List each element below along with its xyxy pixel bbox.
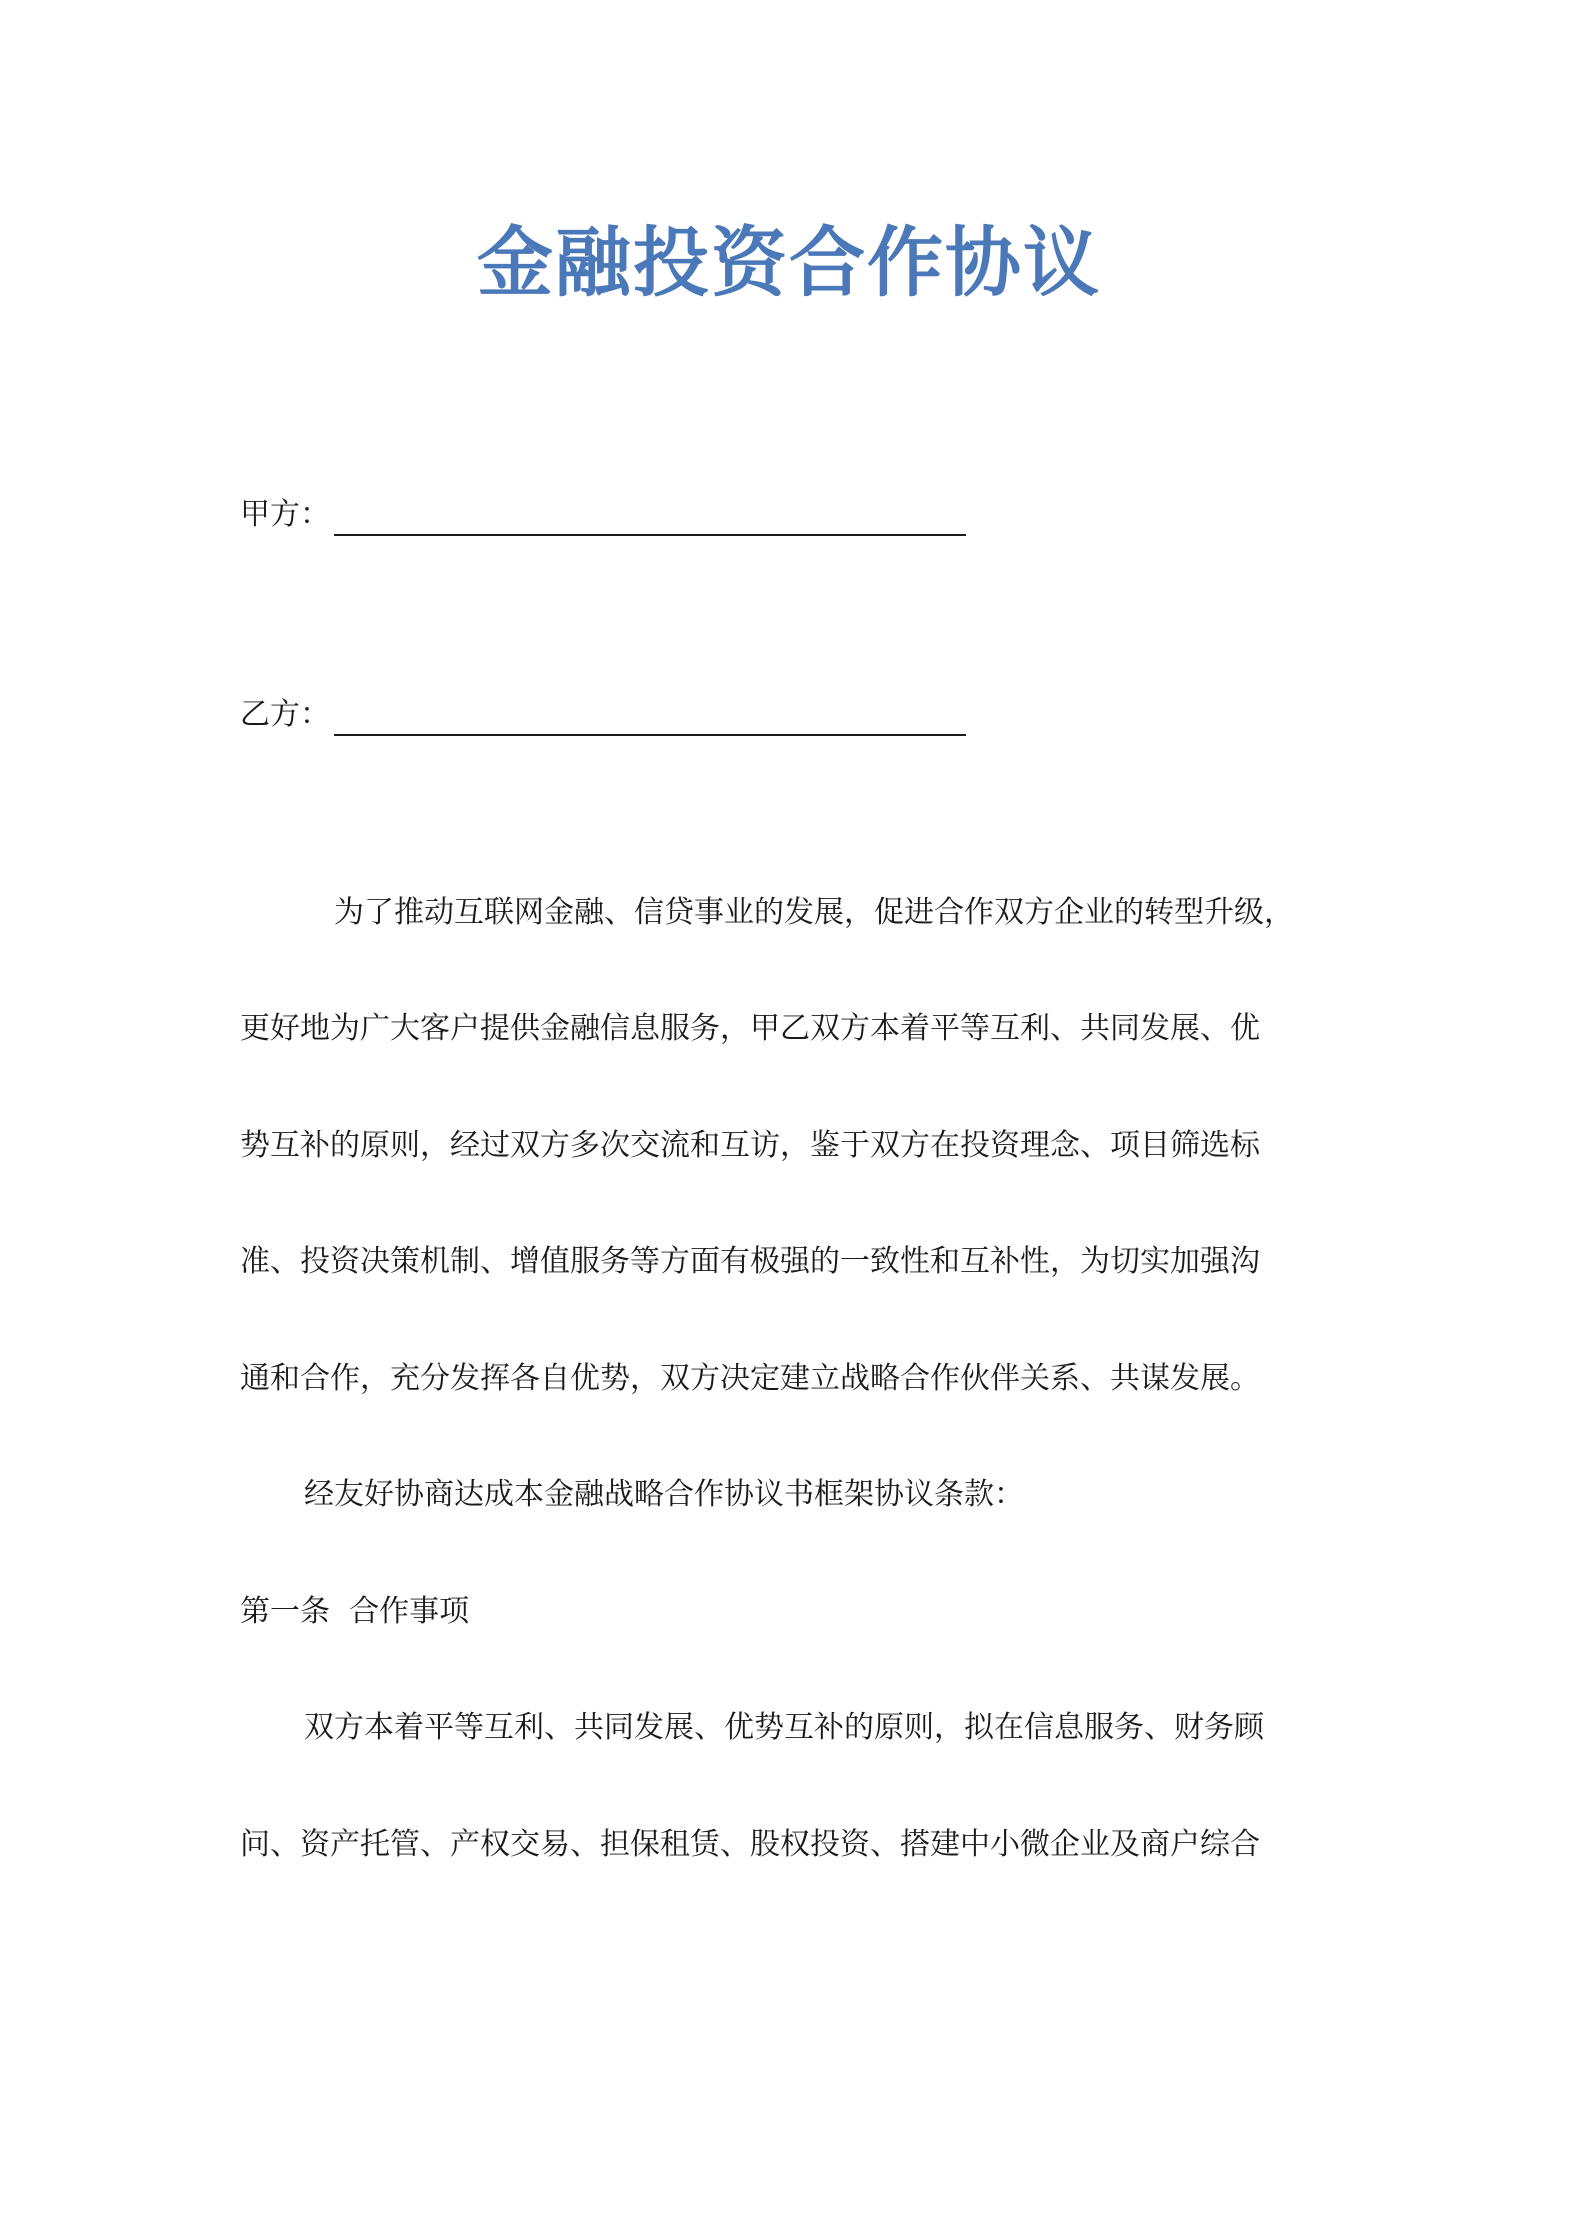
- party-a-field: [240, 497, 966, 532]
- paragraph-line: 通和合作，充分发挥各自优势，双方决定建立战略合作伙伴关系、共谋发展。: [240, 1361, 1260, 1396]
- paragraph-line: 问、资产托管、产权交易、担保租赁、股权投资、搭建中小微企业及商户综合: [240, 1827, 1260, 1862]
- article-heading: 第一条 合作事项: [240, 1594, 470, 1629]
- paragraph-line: 为了推动互联网金融、信贷事业的发展，促进合作双方企业的转型升级，: [334, 895, 1294, 930]
- paragraph-line: 势互补的原则，经过双方多次交流和互访，鉴于双方在投资理念、项目筛选标: [240, 1128, 1260, 1163]
- party-a-label: 甲方：: [240, 497, 330, 532]
- document-title: 金融投资合作协议: [477, 218, 1101, 307]
- paragraph-intro: 经友好协商达成本金融战略合作协议书框架协议条款：: [304, 1477, 1024, 1512]
- paragraph-line: 更好地为广大客户提供金融信息服务，甲乙双方本着平等互利、共同发展、优: [240, 1011, 1260, 1046]
- party-b-label: 乙方：: [240, 697, 330, 732]
- party-b-field: [240, 697, 966, 732]
- paragraph-line: 双方本着平等互利、共同发展、优势互补的原则，拟在信息服务、财务顾: [304, 1710, 1264, 1745]
- paragraph-line: 准、投资决策机制、增值服务等方面有极强的一致性和互补性，为切实加强沟: [240, 1244, 1260, 1279]
- party-b-blank-line: [334, 733, 966, 736]
- party-a-blank-line: [334, 533, 966, 536]
